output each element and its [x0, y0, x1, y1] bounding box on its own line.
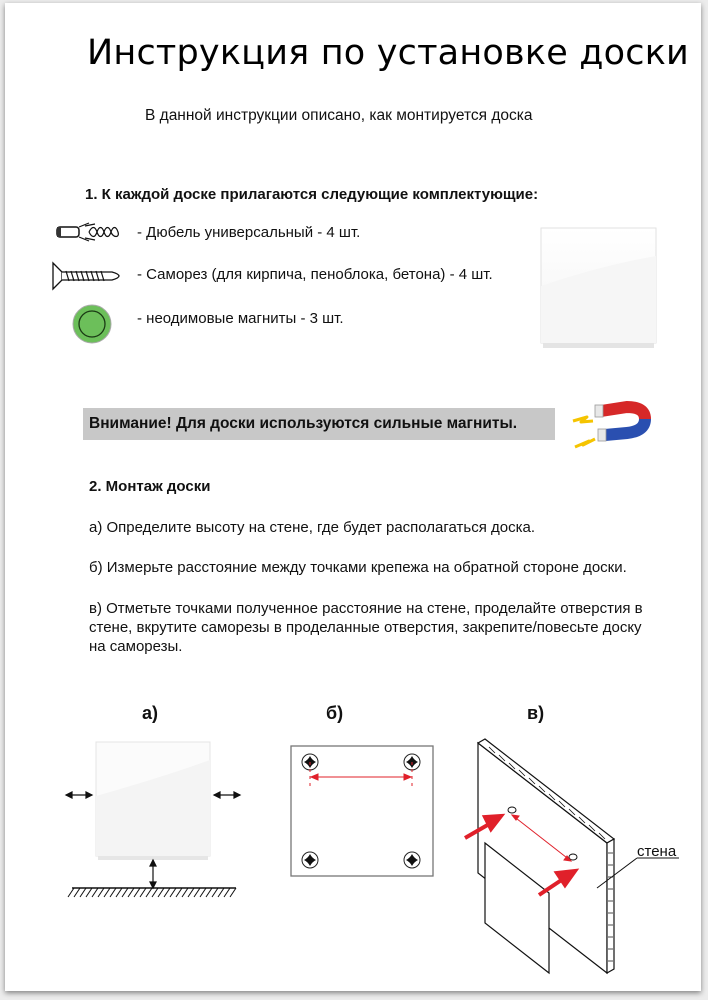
- diagram-a-height-placement: [60, 738, 260, 918]
- screw-icon: [50, 261, 130, 291]
- dowel-icon: [55, 222, 125, 242]
- step-b: б) Измерьте расстояние между точками крепежа на обратной стороне доски.: [89, 559, 627, 576]
- diagram-a-label: а): [142, 703, 159, 723]
- item-magnets: - неодимовые магниты - 3 шт.: [137, 310, 344, 327]
- diagram-b-label: б): [326, 703, 344, 723]
- item-dowel: - Дюбель универсальный - 4 шт.: [137, 224, 361, 241]
- section1-heading: 1. К каждой доске прилагаются следующие комплектующие:: [85, 186, 539, 203]
- warning-banner: Внимание! Для доски используются сильные магниты.: [83, 408, 555, 440]
- page-subtitle: В данной инструкции описано, как монтируется доска: [145, 107, 533, 124]
- diagram-c-label: в): [527, 703, 545, 723]
- item-screw: - Саморез (для кирпича, пеноблока, бетона) - 4 шт.: [137, 266, 493, 283]
- step-a: а) Определите высоту на стене, где будет располагаться доска.: [89, 519, 536, 536]
- diagram-b-mounting-points: [290, 745, 438, 880]
- step-c: в) Отметьте точками полученное расстояние на стене, проделайте отверстия в стене, вкрутите саморезы в проделанные отверстия, закрепите/повесьте доску на саморезы.: [89, 600, 643, 655]
- instruction-page: [5, 3, 701, 991]
- wall-label: стена: [637, 843, 677, 860]
- horseshoe-magnet-icon: [565, 401, 655, 453]
- page-title: Инструкция по установке доски: [87, 33, 689, 73]
- section2-heading: 2. Монтаж доски: [89, 478, 211, 495]
- magnet-disc-icon: [71, 303, 113, 345]
- whiteboard-image: [539, 226, 663, 350]
